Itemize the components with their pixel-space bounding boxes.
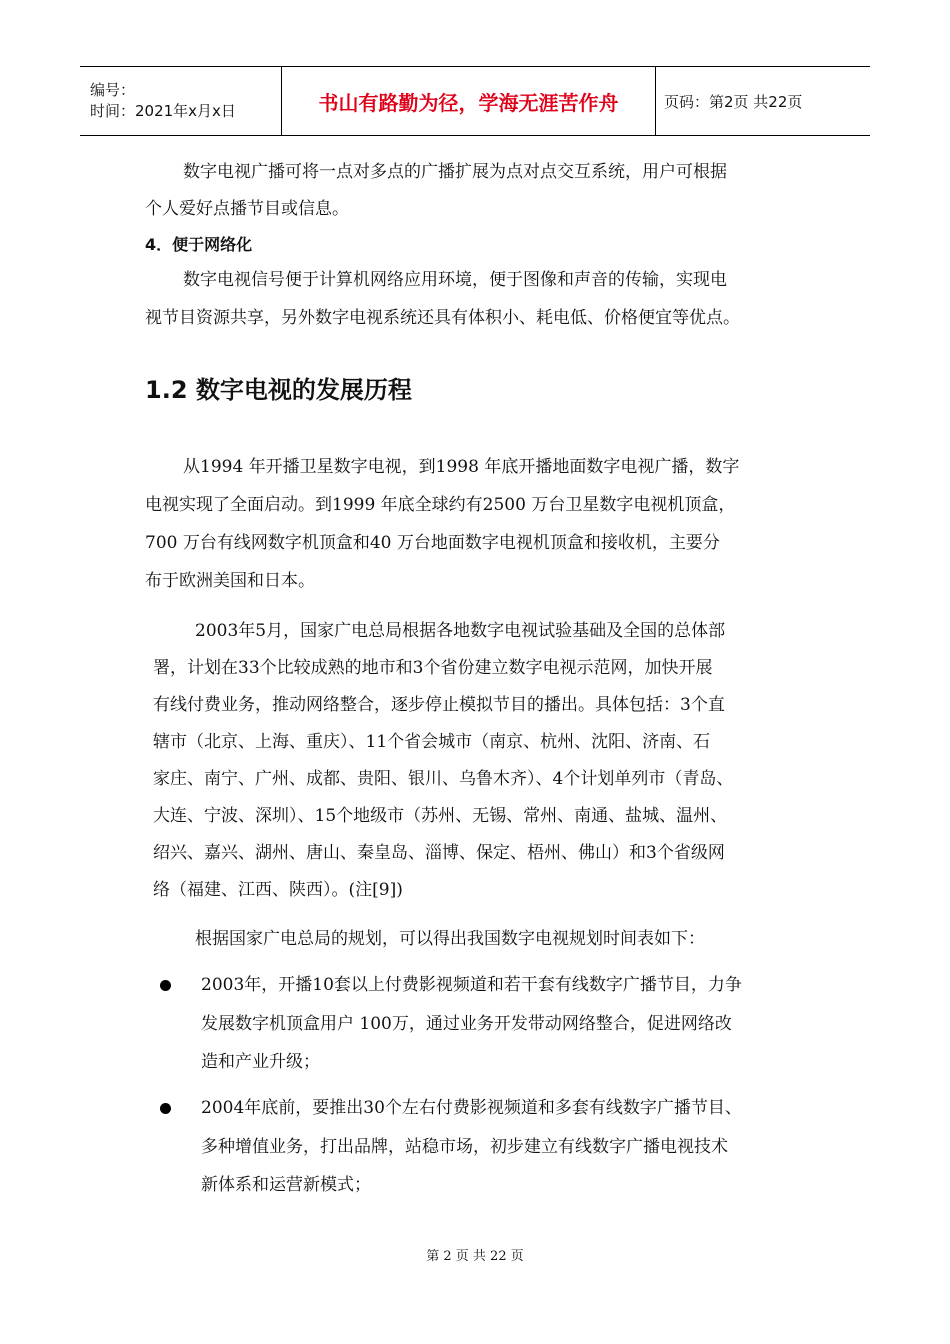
para2-line-5: 家庄、南宁、广州、成都、贵阳、银川、乌鲁木齐）、4个计划单列市（青岛、 — [153, 769, 734, 789]
para2-line-2: 署，计划在33个比较成熟的地市和3个省份建立数字电视示范网，加快开展 — [153, 658, 713, 678]
header-motto — [282, 67, 656, 135]
para2-line-7: 绍兴、嘉兴、湖州、唐山、秦皇岛、淄博、保定、梧州、佛山）和3个省级网 — [153, 843, 725, 863]
para2-line-6: 大连、宁波、深圳）、15个地级市（苏州、无锡、常州、南通、盐城、温州、 — [153, 806, 728, 826]
para1-line-3: 700 万台有线网数字机顶盒和40 万台地面数字电视机顶盒和接收机，主要分 — [145, 533, 720, 553]
section-title: 1.2 数字电视的发展历程 — [145, 376, 412, 404]
para1-line-4: 布于欧洲美国和日本。 — [145, 571, 315, 591]
bullet2-line-3: 新体系和运营新模式； — [201, 1175, 371, 1195]
para1-line-2: 电视实现了全面启动。到1999 年底全球约有2500 万台卫星数字电视机顶盒， — [145, 495, 736, 515]
para3-line-1: 根据国家广电总局的规划，可以得出我国数字电视规划时间表如下： — [195, 929, 705, 949]
para2-line-1: 2003年5月，国家广电总局根据各地数字电视试验基础及全国的总体部 — [195, 621, 726, 641]
bullet1-line-3: 造和产业升级； — [201, 1052, 320, 1072]
para2-line-3: 有线付费业务，推动网络整合，逐步停止模拟节目的播出。具体包括：3个直 — [153, 695, 725, 715]
bullet2-line-2: 多种增值业务，打出品牌，站稳市场，初步建立有线数字广播电视技术 — [201, 1137, 728, 1157]
intro-line-2: 个人爱好点播节目或信息。 — [145, 199, 349, 219]
subsection-line-2: 视节目资源共享，另外数字电视系统还具有体积小、耗电低、价格便宜等优点。 — [145, 308, 740, 328]
page-header — [80, 66, 870, 136]
motto-text: 书山有路勤为径，学海无涯苦作舟 — [318, 90, 619, 115]
bullet1-line-1: 2003年，开播10套以上付费影视频道和若干套有线数字广播节目，力争 — [201, 975, 742, 995]
bullet1-line-2: 发展数字机顶盒用户 100万，通过业务开发带动网络整合，促进网络改 — [201, 1014, 732, 1034]
para2-line-8: 络（福建、江西、陕西）。(注[9]) — [153, 880, 403, 900]
bullet-marker — [160, 1103, 171, 1114]
bullet2-line-1: 2004年底前，要推出30个左右付费影视频道和多套有线数字广播节目、 — [201, 1098, 742, 1118]
header-page-info — [656, 67, 870, 135]
subsection-line-1: 数字电视信号便于计算机网络应用环境，便于图像和声音的传输，实现电 — [183, 270, 727, 290]
bullet-marker — [160, 980, 171, 991]
para2-line-4: 辖市（北京、上海、重庆）、11个省会城市（南京、杭州、沈阳、济南、石 — [153, 732, 711, 752]
header-meta — [80, 67, 282, 135]
number-label: 编号： — [90, 81, 136, 99]
page-info-text: 页码：第2页 共22页 — [664, 92, 803, 111]
page-footer: 第 2 页 共 22 页 — [426, 1249, 524, 1264]
time-label: 时间：2021年x月x日 — [90, 102, 236, 120]
intro-line-1: 数字电视广播可将一点对多点的广播扩展为点对点交互系统，用户可根据 — [183, 162, 727, 182]
subsection-title: 4．便于网络化 — [145, 235, 253, 254]
para1-line-1: 从1994 年开播卫星数字电视，到1998 年底开播地面数字电视广播，数字 — [183, 457, 740, 477]
